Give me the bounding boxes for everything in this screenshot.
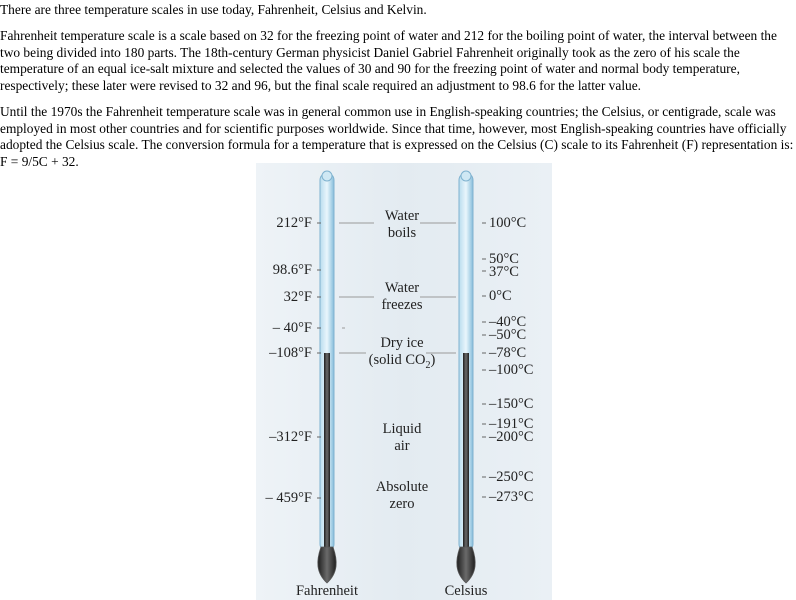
label-minus-250c: –250°C bbox=[489, 469, 534, 485]
label-minus-273c: –273°C bbox=[489, 489, 534, 505]
celsius-tube-top bbox=[461, 171, 471, 181]
fahrenheit-thermometer bbox=[318, 171, 336, 583]
label-98-6f: 98.6°F bbox=[272, 262, 312, 278]
water-freezes-label: Water freezes bbox=[381, 280, 423, 313]
celsius-thermometer bbox=[457, 171, 475, 583]
label-minus-108f: –108°F bbox=[269, 345, 312, 361]
fahrenheit-liquid-column bbox=[324, 353, 330, 553]
celsius-caption: Celsius bbox=[444, 583, 488, 599]
fahrenheit-bulb bbox=[318, 547, 336, 583]
label-minus-40c: –40°C bbox=[489, 314, 527, 330]
thermometer-figure bbox=[256, 163, 552, 600]
label-32f: 32°F bbox=[283, 289, 312, 305]
celsius-ticks bbox=[482, 223, 486, 497]
label-minus-100c: –100°C bbox=[489, 362, 534, 378]
label-212f: 212°F bbox=[276, 215, 312, 231]
water-boils-label: Water boils bbox=[384, 208, 420, 241]
label-37c: 37°C bbox=[489, 264, 519, 280]
dry-ice-label: Dry ice (solid $CO_2$) bbox=[368, 335, 436, 371]
celsius-bulb bbox=[457, 547, 475, 583]
label-minus-312f: –312°F bbox=[269, 429, 312, 445]
label-minus-78c: –78°C bbox=[489, 345, 527, 361]
label-50c: 50°C bbox=[489, 251, 519, 267]
label-minus-459f: – 459°F bbox=[265, 490, 312, 506]
liquid-air-label: Liquid air bbox=[382, 421, 422, 454]
fahrenheit-caption: Fahrenheit bbox=[295, 583, 358, 599]
label-minus-200c: –200°C bbox=[489, 429, 534, 445]
absolute-zero-label: Absolute zero bbox=[375, 479, 429, 512]
label-minus-40f: – 40°F bbox=[272, 320, 312, 336]
label-100c: 100°C bbox=[489, 215, 527, 231]
label-0c: 0°C bbox=[489, 288, 512, 304]
label-minus-150c: –150°C bbox=[489, 396, 534, 412]
conversion-paragraph: Until the 1970s the Fahrenheit temperature scale was in general common use in English-speaking countries; the Celsius, or centigrade, scale was employed in most other countries and for scientific purposes worldwide. Since that time, however, most English-speaking countries have officially adopted the Celsius scale. The conversion formula for a temperature that is expressed on the Celsius (C) scale to its Fahrenheit (F) representation is: F = 9/5C + 32. bbox=[0, 104, 794, 169]
label-minus-191c: –191°C bbox=[489, 416, 534, 432]
fahrenheit-tube-top bbox=[322, 171, 332, 181]
celsius-liquid-column bbox=[463, 353, 469, 553]
fahrenheit-paragraph: Fahrenheit temperature scale is a scale based on 32 for the freezing point of water and 212 for the boiling point of water, the interval between the two being divided into 180 parts. The 18th-century German physicist Daniel Gabriel Fahrenheit originally took as the zero of his scale the temperature of an equal ice-salt mixture and selected the values of 30 and 90 for the freezing point of water and normal body temperature, respectively; these later were revised to 32 and 96, but the final scale required an adjustment to 98.6 for the latter value. bbox=[0, 28, 777, 93]
intro-paragraph: There are three temperature scales in use today, Fahrenheit, Celsius and Kelvin. bbox=[0, 2, 427, 17]
label-minus-50c: –50°C bbox=[489, 327, 527, 343]
